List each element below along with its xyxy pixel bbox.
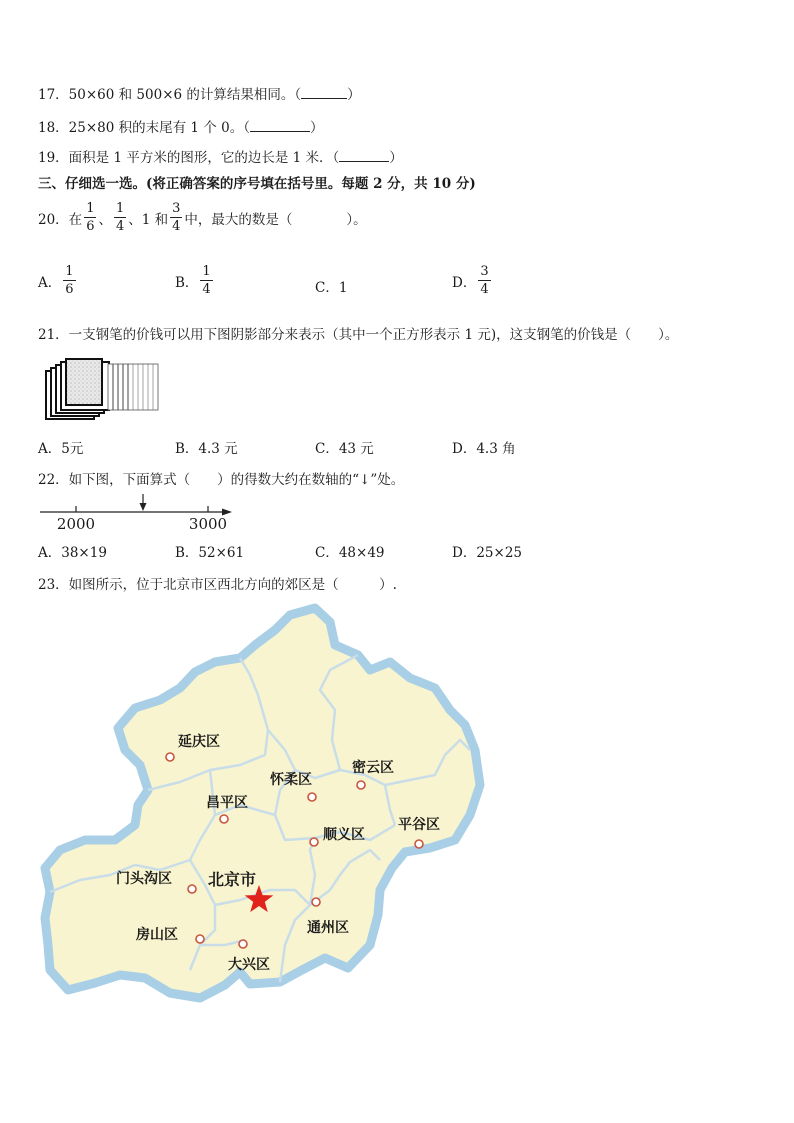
label-fangshan: 房山区 — [136, 927, 178, 943]
question-18-text: 18．25×80 积的末尾有 1 个 0。（ — [38, 120, 250, 136]
label-shunyi: 顺义区 — [323, 827, 365, 843]
answer-blank-19[interactable] — [339, 149, 389, 162]
question-22-text: 22．如下图，下面算式（ ）的得数大约在数轴的“↓”处。 — [38, 472, 405, 488]
option-20-c[interactable]: C．1 — [315, 280, 348, 296]
option-22-d[interactable]: D．25×25 — [452, 545, 522, 561]
mentougou-dot — [188, 885, 196, 893]
beijing-map — [40, 600, 490, 1005]
question-19-text: 19．面积是 1 平方米的图形，它的边长是 1 米．（ — [38, 150, 340, 166]
label-miyun: 密云区 — [352, 760, 394, 776]
pinggu-dot — [415, 840, 423, 848]
option-21-a[interactable]: A．5元 — [38, 441, 84, 457]
label-yanqing: 延庆区 — [178, 734, 220, 750]
question-19: 19．面积是 1 平方米的图形，它的边长是 1 米．（ ） — [38, 150, 403, 166]
shunyi-dot — [310, 838, 318, 846]
option-20-b[interactable]: B． $\frac{1}{4}$ — [175, 264, 211, 297]
question-20: 20．在 $\frac{1}{6}$ 、 $\frac{1}{4}$ 、1 和 $\frac{3}{4}$ 中，最大的数是（ ）。 — [38, 201, 367, 234]
label-mentougou: 门头沟区 — [116, 871, 172, 887]
option-20-a[interactable]: A． $\frac{1}{6}$ — [38, 264, 74, 297]
answer-blank-17[interactable] — [301, 86, 347, 99]
tenth-strips — [108, 364, 158, 410]
huairou-dot — [308, 793, 316, 801]
miyun-dot — [357, 781, 365, 789]
option-22-c[interactable]: C．48×49 — [315, 545, 385, 561]
label-tongzhou: 通州区 — [307, 920, 349, 936]
money-squares-figure — [42, 358, 162, 423]
label-pinggu: 平谷区 — [398, 817, 440, 833]
changping-dot — [220, 815, 228, 823]
fraction: $\frac{1}{6}$ — [86, 201, 95, 234]
question-18: 18．25×80 积的末尾有 1 个 0。（ ） — [38, 120, 324, 136]
axis-label-3000: 3000 — [188, 515, 228, 533]
square-5-shaded — [66, 359, 102, 405]
section-heading: 三、仔细选一选。(将正确答案的序号填在括号里。每题 2 分，共 10 分) — [38, 176, 476, 192]
answer-blank-18[interactable] — [250, 119, 310, 132]
question-21-text: 21．一支钢笔的价钱可以用下图阴影部分来表示（其中一个正方形表示 1 元)，这支钢笔的价钱是（ ）。 — [38, 327, 679, 343]
number-line — [38, 492, 238, 534]
option-22-a[interactable]: A．38×19 — [38, 545, 107, 561]
down-arrow-head — [140, 503, 147, 511]
label-beijing: 北京市 — [208, 870, 257, 889]
fraction: $\frac{1}{4}$ — [115, 201, 125, 234]
yanqing-dot — [166, 753, 174, 761]
option-21-d[interactable]: D．4.3 角 — [452, 441, 516, 457]
label-huairou: 怀柔区 — [270, 772, 312, 788]
fangshan-dot — [196, 935, 204, 943]
question-17-text: 17．50×60 和 500×6 的计算结果相同。（ — [38, 87, 302, 103]
tongzhou-dot — [312, 898, 320, 906]
option-20-d[interactable]: D． $\frac{3}{4}$ — [452, 264, 489, 297]
label-changping: 昌平区 — [206, 795, 248, 811]
axis-label-2000: 2000 — [56, 515, 96, 533]
map-outline — [45, 608, 480, 998]
fraction: $\frac{3}{4}$ — [172, 201, 181, 234]
option-21-b[interactable]: B．4.3 元 — [175, 441, 238, 457]
label-daxing: 大兴区 — [228, 957, 270, 973]
question-23-text: 23．如图所示，位于北京市区西北方向的郊区是（ ）. — [38, 577, 397, 593]
question-17: 17．50×60 和 500×6 的计算结果相同。（ ） — [38, 87, 361, 103]
daxing-dot — [239, 940, 247, 948]
option-21-c[interactable]: C．43 元 — [315, 441, 374, 457]
option-22-b[interactable]: B．52×61 — [175, 545, 245, 561]
